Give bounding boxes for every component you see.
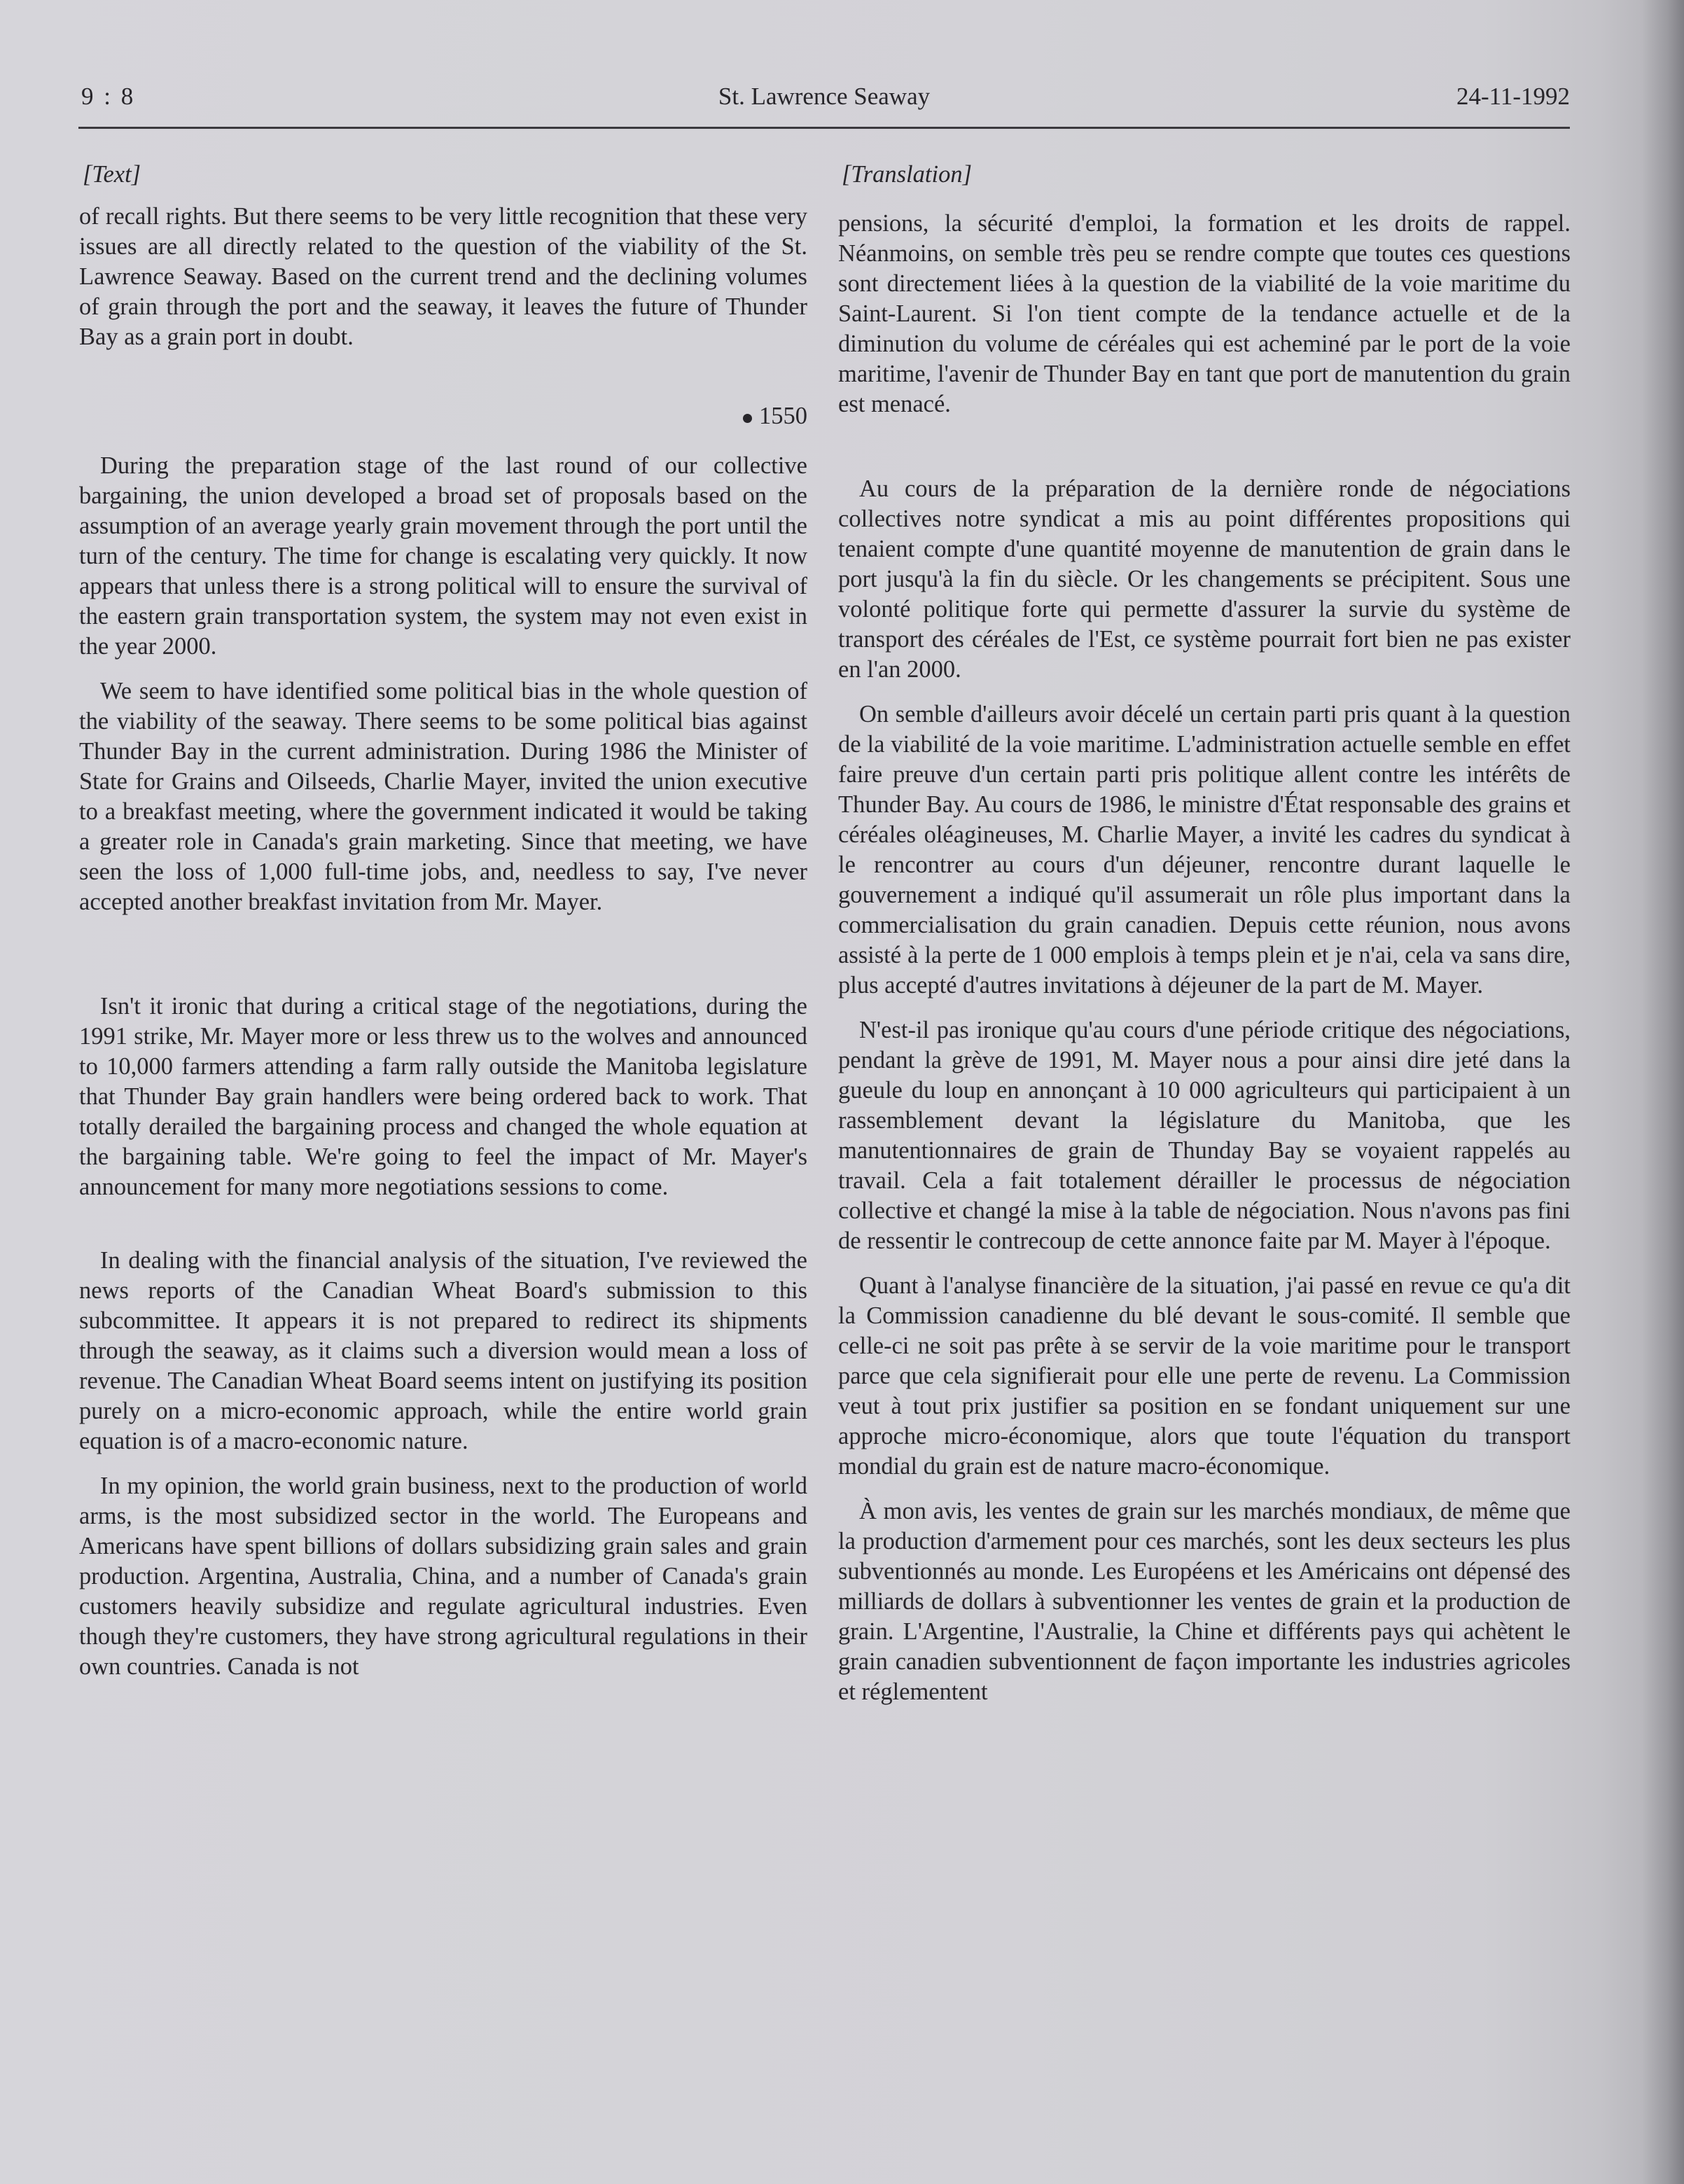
french-paragraph-2: Au cours de la préparation de la dernière ronde de négociations collectives notre syndicat a mis au point différentes propositions qui tenaient compte d'une quantité moyenne de manutention de grain dans le port jusqu'à la fin du siècle. Or les changements se précipitent. Sous une volonté politique forte qui permette d'assurer la survie du système de transport des céréales de l'Est, ce système pourrait fort bien ne pas exister en l'an 2000. [838, 475, 1571, 683]
english-paragraph-4: Isn't it ironic that during a critical stage of the negotiations, during the 1991 strike, Mr. Mayer more or less threw us to the wolves and announced to 10,000 farmers attending a farm rally outside the Manitoba legislature that Thunder Bay grain handlers were being ordered back to work. That totally derailed the bargaining process and changed the whole equation at the bargaining table. We're going to feel the impact of Mr. Mayer's announcement for many more negotiations sessions to come. [79, 993, 807, 1200]
english-paragraph-1: of recall rights. But there seems to be very little recognition that these very issues are all directly related to the question of the viability of the St. Lawrence Seaway. Based on the current trend and the declining volumes of grain through the port and the seaway, it leaves the future of Thunder Bay as a grain port in doubt. [79, 203, 807, 350]
french-paragraph-4: N'est-il pas ironique qu'au cours d'une période critique des négociations, pendant la grève de 1991, M. Mayer nous a pour ainsi dire jeté dans la gueule du loup en annonçant à 10 000 agriculteurs qui participaient à un rassemblement devant la législature du Manitoba, que les manutentionnaires de grain de Thunday Bay se voyaient rappelés au travail. Cela a fait totalement dérailler le processus de négociation collective et changé la mise à la table de négociation. Nous n'avons pas fini de ressentir le contrecoup de cette annonce faite par M. Mayer à l'époque. [838, 1017, 1571, 1254]
english-paragraph-3: We seem to have identified some political bias in the whole question of the viability of the seaway. There seems to be some political bias against Thunder Bay in the current administration. During 1986 the Minister of State for Grains and Oilseeds, Charlie Mayer, invited the union executive to a breakfast meeting, where the government indicated it would be taking a greater role in Canada's grain marketing. Since that meeting, we have seen the loss of 1,000 full-time jobs, and, needless to say, I've never accepted another breakfast invitation from Mr. Mayer. [79, 678, 807, 915]
english-paragraph-2: During the preparation stage of the last round of our collective bargaining, the union developed a broad set of proposals based on the assumption of an average yearly grain movement through the port until the turn of the century. The time for change is escalating very quickly. It now appears that unless there is a strong political will to ensure the survival of the eastern grain transportation system, the system may not even exist in the year 2000. [79, 452, 807, 660]
english-paragraph-5: In dealing with the financial analysis of the situation, I've reviewed the news reports of the Canadian Wheat Board's submission to this subcommittee. It appears it is not prepared to redirect its shipments through the seaway, as it claims such a diversion would mean a loss of revenue. The Canadian Wheat Board seems intent on justifying its position purely on a micro-economic approach, while the entire world grain equation is of a macro-economic nature. [79, 1247, 807, 1454]
bullet-icon [743, 414, 752, 423]
column-label-translation: [Translation] [842, 161, 972, 188]
french-paragraph-3: On semble d'ailleurs avoir décelé un certain parti pris quant à la question de la viabilité de la voie maritime. L'administration actuelle semble en effet faire preuve d'un certain parti pris politique allent contre les intérêts de Thunder Bay. Au cours de 1986, le ministre d'État responsable des grains et céréales oléagineuses, M. Charlie Mayer, a invité les cadres du syndicat à le rencontrer au cours d'un déjeuner, rencontre durant laquelle le gouvernement a indiqué qu'il assumerait un rôle plus important dans la commercialisation du grain canadien. Depuis cette réunion, nous avons assisté à la perte de 1 000 emplois à temps plein et je n'ai, cela va sans dire, plus accepté d'autres invitations à déjeuner de la part de M. Mayer. [838, 701, 1571, 999]
time-marker [79, 401, 807, 431]
page-header [78, 83, 1570, 125]
english-paragraph-6: In my opinion, the world grain business, next to the production of world arms, is the most subsidized sector in the world. The Europeans and Americans have spent billions of dollars subsidizing grain sales and grain production. Argentina, Australia, China, and a number of Canada's grain customers heavily subsidize and regulate agricultural industries. Even though they're customers, they have strong agricultural regulations in their own countries. Canada is not [79, 1473, 807, 1680]
header-date: 24-11-1992 [1456, 83, 1570, 110]
french-paragraph-6: À mon avis, les ventes de grain sur les marchés mondiaux, de même que la production d'armement pour ces marchés, sont les deux secteurs les plus subventionnés au monde. Les Européens et les Américains ont dépensé des milliards de dollars à subventionner les ventes de grain et la production de grain. L'Argentine, l'Australie, la Chine et différents pays qui achètent le grain canadien subventionnent de façon importante les industries agricoles et réglementent [838, 1498, 1571, 1705]
page-number: 9 : 8 [81, 83, 136, 110]
running-title: St. Lawrence Seaway [718, 83, 931, 110]
column-label-text: [Text] [83, 161, 141, 188]
french-paragraph-5: Quant à l'analyse financière de la situation, j'ai passé en revue ce qu'a dit la Commission canadienne du blé devant le sous-comité. Il semble que celle-ci ne soit pas prête à se servir de la voie maritime pour le transport parce que cela signifierait pour elle une perte de revenu. La Commission veut à tout prix justifier sa position en se fondant uniquement sur une approche micro-économique, alors que toute l'équation du transport mondial du grain est de nature macro-économique. [838, 1272, 1571, 1480]
french-paragraph-1: pensions, la sécurité d'emploi, la formation et les droits de rappel. Néanmoins, on semble très peu se rendre compte que toutes ces questions sont directement liées à la question de la viabilité de la voie maritime du Saint-Laurent. Si l'on tient compte de la tendance actuelle et de la diminution du volume de céréales qui est acheminé par le port de la voie maritime, l'avenir de Thunder Bay en tant que port de manutention du grain est menacé. [838, 210, 1571, 417]
french-column [838, 160, 1571, 1707]
page-binding-shadow [1642, 0, 1684, 2184]
english-column [79, 160, 807, 1682]
header-rule [78, 127, 1570, 129]
time-marker-value: 1550 [759, 403, 807, 429]
